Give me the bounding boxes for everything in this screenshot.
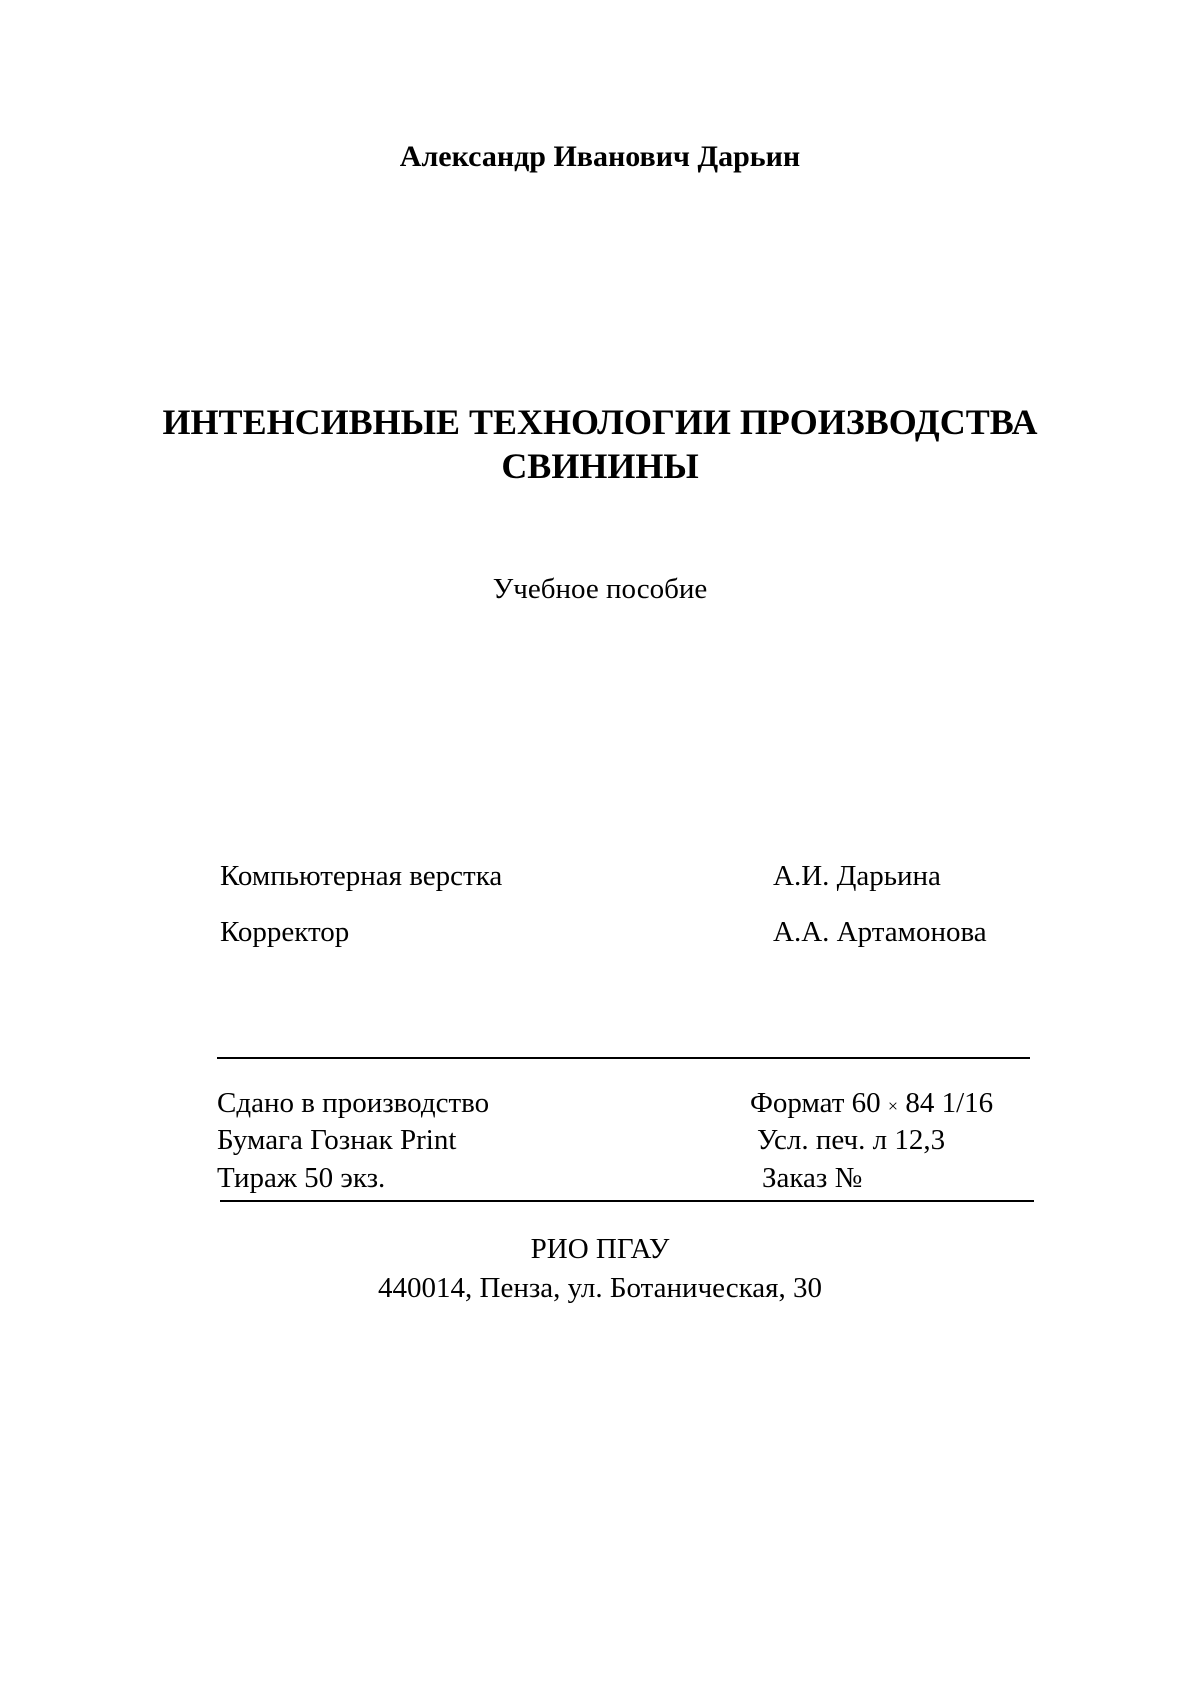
credit-person: А.А. Артамонова [773,916,987,948]
divider-top [217,1057,1030,1059]
imprint-paper: Бумага Гознак Print [217,1124,457,1156]
credit-role: Корректор [220,916,350,948]
title-line-1: ИНТЕНСИВНЫЕ ТЕХНОЛОГИИ ПРОИЗВОДСТВА [162,402,1038,442]
title-line-2: СВИНИНЫ [501,446,699,486]
imprint-print-sheets: Усл. печ. л 12,3 [757,1124,946,1156]
format-label: Формат 60 [750,1087,881,1119]
publisher-name: РИО ПГАУ [530,1233,670,1265]
credit-role: Компьютерная верстка [220,860,503,892]
imprint-order: Заказ № [762,1162,863,1194]
times-sign: × [887,1096,899,1116]
publisher-address: 440014, Пенза, ул. Ботаническая, 30 [378,1272,822,1304]
credit-person: А.И. Дарьина [773,860,941,892]
book-subtitle: Учебное пособие [492,573,708,605]
imprint-submitted: Сдано в производство [217,1087,490,1119]
imprint-circulation: Тираж 50 экз. [217,1162,386,1194]
author-name: Александр Иванович Дарьин [399,140,801,173]
imprint-format [750,1087,993,1120]
divider-bottom [220,1200,1034,1202]
book-title [0,400,1200,488]
format-rest: 84 1/16 [905,1087,994,1119]
